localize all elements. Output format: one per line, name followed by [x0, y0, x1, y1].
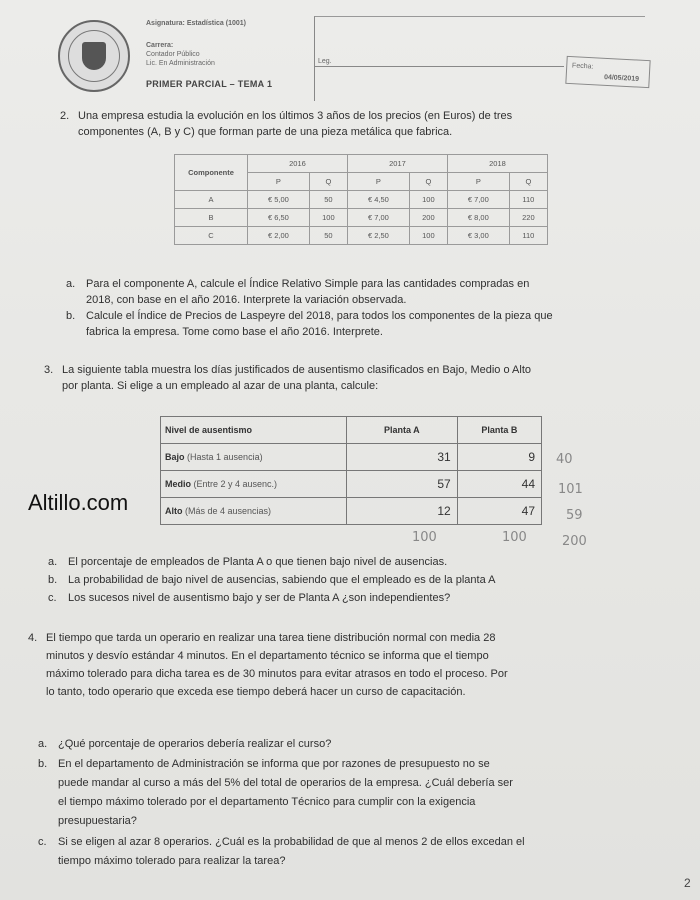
q4b-marker: b. — [38, 758, 48, 770]
q4b-text-1: En el departamento de Administración se informa que por razones de presupuesto no se — [58, 758, 490, 770]
table-cell: 50 — [309, 191, 347, 209]
q4-number: 4. — [28, 632, 38, 644]
header-plant-b: Planta B — [457, 417, 541, 444]
table-cell: 31 — [346, 444, 457, 471]
q3-text-1: La siguiente tabla muestra los días justificados de ausentismo clasificados en Bajo, Medio o Alto — [62, 364, 531, 376]
table-cell: 110 — [509, 191, 547, 209]
q2-text-2: componentes (A, B y C) que forman parte de una pieza metálica que fabrica. — [78, 126, 453, 138]
q4-text-4: lo tanto, todo operario que exceda ese tiempo deberá hacer un curso de capacitación. — [46, 686, 466, 698]
table-cell: 44 — [457, 471, 541, 498]
table-cell: € 6,50 — [248, 209, 310, 227]
table-cell: € 3,00 — [447, 227, 509, 245]
q3b-marker: b. — [48, 574, 58, 586]
table-row — [161, 444, 542, 471]
q2b-marker: b. — [66, 310, 76, 322]
table-cell: 57 — [346, 471, 457, 498]
q3c-text: Los sucesos nivel de ausentismo bajo y ser de Planta A ¿son independientes? — [68, 592, 451, 604]
handwritten-total: 100 — [412, 530, 437, 545]
q3b-text: La probabilidad de bajo nivel de ausencias, sabiendo que el empleado es de la planta A — [68, 574, 496, 586]
header-level: Nivel de ausentismo — [161, 417, 347, 444]
row-label: A — [175, 191, 248, 209]
q4b-text-4: presupuestaria? — [58, 815, 137, 827]
q2a-marker: a. — [66, 278, 76, 290]
table-cell: € 8,00 — [447, 209, 509, 227]
table-cell: € 2,50 — [347, 227, 409, 245]
row-label: C — [175, 227, 248, 245]
table-row — [161, 471, 542, 498]
career-label: Carrera: — [146, 42, 174, 49]
table-row — [175, 191, 548, 209]
sub-header: Q — [409, 173, 447, 191]
level-label: Medio — [165, 479, 191, 489]
table-row — [175, 209, 548, 227]
handwritten-total: 40 — [556, 452, 573, 467]
handwritten-total: 59 — [566, 508, 583, 523]
q4a-marker: a. — [38, 738, 48, 750]
level-detail: (Hasta 1 ausencia) — [187, 452, 263, 462]
q2-number: 2. — [60, 110, 70, 122]
q3c-marker: c. — [48, 592, 57, 604]
career-2: Lic. En Administración — [146, 60, 215, 67]
header-plant-a: Planta A — [346, 417, 457, 444]
year-header: 2018 — [447, 155, 547, 173]
q2a-text-2: 2018, con base en el año 2016. Interprete la variación observada. — [86, 294, 407, 306]
table-row — [175, 227, 548, 245]
table-cell: € 7,00 — [347, 209, 409, 227]
q2b-text-2: fabrica la empresa. Tome como base el año 2016. Interprete. — [86, 326, 383, 338]
legajo-label: Leg. — [318, 58, 332, 65]
date-value: 04/05/2019 — [603, 74, 640, 83]
table-row — [161, 498, 542, 525]
table-cell: € 7,00 — [447, 191, 509, 209]
q2a-text-1: Para el componente A, calcule el Índice Relativo Simple para las cantidades compradas en — [86, 278, 530, 290]
subject-label: Asignatura: Estadística (1001) — [146, 20, 246, 27]
q4-text-1: El tiempo que tarda un operario en realizar una tarea tiene distribución normal con media 28 — [46, 632, 496, 644]
q2-text-1: Una empresa estudia la evolución en los últimos 3 años de los precios (en Euros) de tres — [78, 110, 513, 122]
table-cell: € 5,00 — [248, 191, 310, 209]
q3a-text: El porcentaje de empleados de Planta A o que tienen bajo nivel de ausencias. — [68, 556, 448, 568]
table-cell: 110 — [509, 227, 547, 245]
table-cell: 47 — [457, 498, 541, 525]
q2b-text-1: Calcule el Índice de Precios de Laspeyre del 2018, para todos los componentes de la pieza que — [86, 310, 553, 322]
table-corner: Componente — [175, 155, 248, 191]
handwritten-total: 100 — [502, 530, 527, 545]
year-header: 2017 — [347, 155, 447, 173]
q4-text-3: máximo tolerado para dicha tarea es de 30 minutos para evitar atrasos en todo el proceso. Por — [46, 668, 508, 680]
table-cell: 220 — [509, 209, 547, 227]
q4b-text-2: puede mandar al curso a más del 5% del total de operarios de la empresa. ¿Cuál debería ser — [58, 777, 513, 789]
date-label: Fecha: — [571, 62, 594, 71]
q4c-text-1: Si se eligen al azar 8 operarios. ¿Cuál es la probabilidad de que al menos 2 de ellos excedan el — [58, 836, 525, 848]
sub-header: P — [248, 173, 310, 191]
career-1: Contador Público — [146, 51, 200, 58]
university-seal-icon — [58, 20, 130, 92]
table-cell: 100 — [409, 227, 447, 245]
sub-header: P — [447, 173, 509, 191]
q4b-text-3: el tiempo máximo tolerado por el departamento Técnico para cumplir con la exigencia — [58, 796, 476, 808]
level-label: Alto — [165, 506, 183, 516]
q4a-text: ¿Qué porcentaje de operarios debería realizar el curso? — [58, 738, 332, 750]
table-cell: 100 — [309, 209, 347, 227]
sub-header: Q — [509, 173, 547, 191]
table-cell: € 2,00 — [248, 227, 310, 245]
q4c-text-2: tiempo máximo tolerado para realizar la tarea? — [58, 855, 286, 867]
handwritten-total: 101 — [558, 482, 583, 497]
table-cell: 12 — [346, 498, 457, 525]
q4-text-2: minutos y desvío estándar 4 minutos. En el departamento técnico se informa que el tiempo — [46, 650, 489, 662]
table-cell: 50 — [309, 227, 347, 245]
table-cell: 100 — [409, 191, 447, 209]
q3-text-2: por planta. Si elige a un empleado al azar de una planta, calcule: — [62, 380, 379, 392]
q3-number: 3. — [44, 364, 54, 376]
sub-header: P — [347, 173, 409, 191]
page-number: 2 — [684, 876, 691, 890]
table-cell: 200 — [409, 209, 447, 227]
level-label: Bajo — [165, 452, 185, 462]
table-cell: 9 — [457, 444, 541, 471]
level-detail: (Entre 2 y 4 ausenc.) — [193, 479, 278, 489]
q4c-marker: c. — [38, 836, 47, 848]
row-label: B — [175, 209, 248, 227]
absenteeism-table — [160, 416, 542, 525]
q3a-marker: a. — [48, 556, 58, 568]
sub-header: Q — [309, 173, 347, 191]
handwritten-total: 200 — [562, 534, 587, 549]
table-cell: € 4,50 — [347, 191, 409, 209]
watermark: Altillo.com — [28, 490, 129, 515]
year-header: 2016 — [248, 155, 348, 173]
prices-table — [174, 154, 548, 245]
exam-title: PRIMER PARCIAL – TEMA 1 — [146, 79, 273, 89]
level-detail: (Más de 4 ausencias) — [185, 506, 272, 516]
